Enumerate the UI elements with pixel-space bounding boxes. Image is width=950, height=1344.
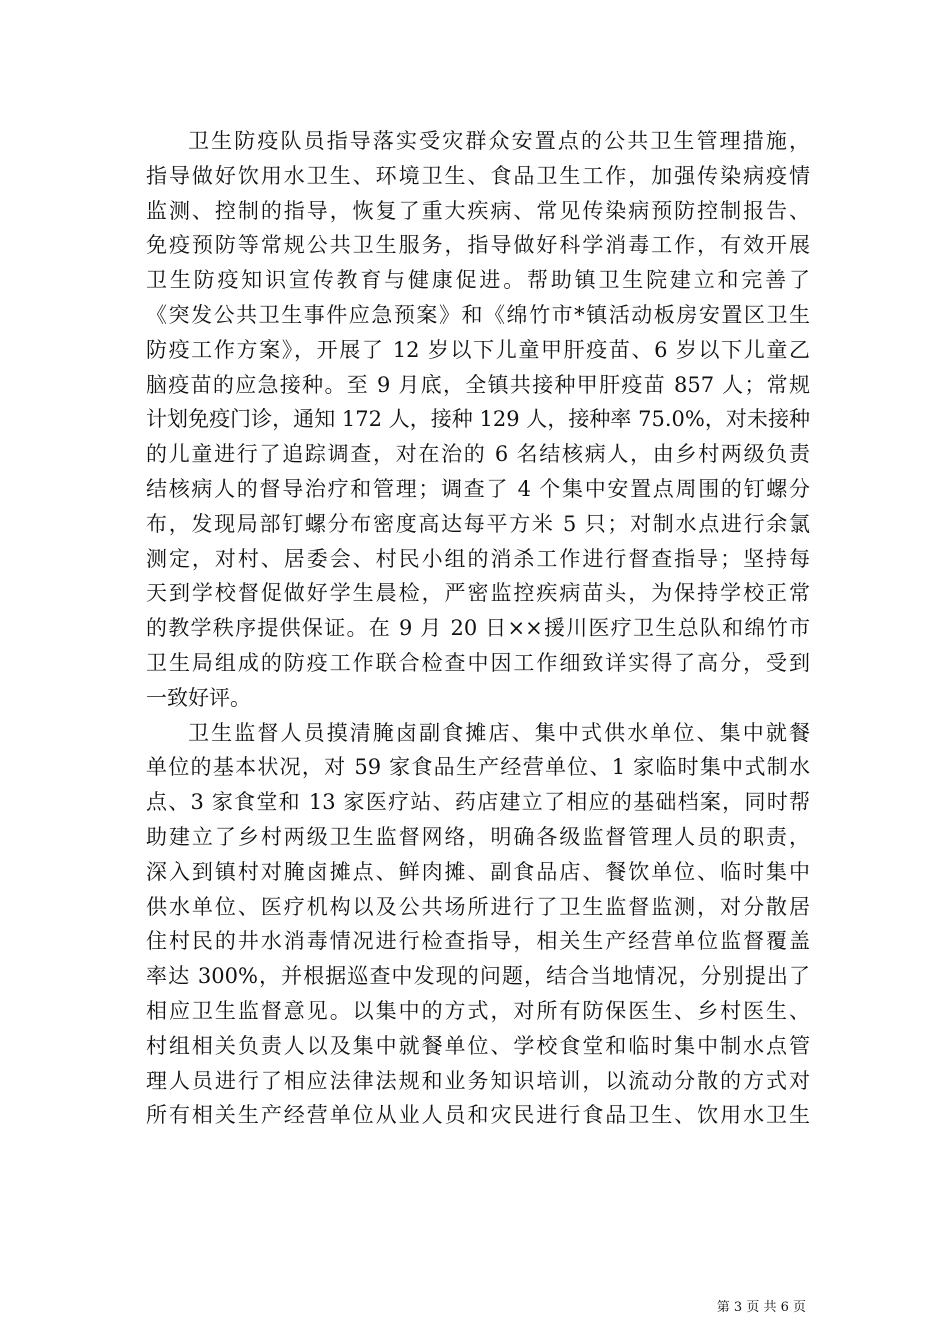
text-line: 卫生防疫队员指导落实受灾群众安置点的公共卫生管理措施， — [188, 129, 810, 153]
text-line: 结核病人的督导治疗和管理；调查了 4 个集中安置点周围的钉螺分 — [146, 476, 810, 501]
text-line: 住村民的井水消毒情况进行检查指导，相关生产经营单位监督覆盖 — [146, 929, 810, 954]
text-line: 卫生防疫知识宣传教育与健康促进。帮助镇卫生院建立和完善了 — [146, 268, 810, 293]
text-line: 监测、控制的指导，恢复了重大疾病、常见传染病预防控制报告、 — [146, 198, 810, 223]
text-line: 测定，对村、居委会、村民小组的消杀工作进行督查指导；坚持每 — [146, 546, 810, 571]
text-line: 村组相关负责人以及集中就餐单位、学校食堂和临时集中制水点管 — [146, 1033, 810, 1058]
text-line: 的儿童进行了追踪调查，对在治的 6 名结核病人，由乡村两级负责 — [146, 442, 810, 467]
text-line: 深入到镇村对腌卤摊点、鲜肉摊、副食品店、餐饮单位、临时集中 — [146, 859, 810, 884]
text-line: 相应卫生监督意见。以集中的方式，对所有防保医生、乡村医生、 — [146, 998, 810, 1023]
text-line: 所有相关生产经营单位从业人员和灾民进行食品卫生、饮用水卫生 — [146, 1103, 810, 1128]
text-line: 单位的基本状况，对 59 家食品生产经营单位、1 家临时集中式制水 — [146, 755, 810, 780]
text-line: 供水单位、医疗机构以及公共场所进行了卫生监督监测，对分散居 — [146, 894, 810, 919]
text-line: 理人员进行了相应法律法规和业务知识培训，以流动分散的方式对 — [146, 1068, 810, 1093]
text-line: 防疫工作方案》，开展了 12 岁以下儿童甲肝疫苗、6 岁以下儿童乙 — [146, 337, 810, 362]
text-line: 布，发现局部钉螺分布密度高达每平方米 5 只；对制水点进行余氯 — [146, 511, 810, 536]
paragraph-health-supervision — [146, 716, 810, 1134]
page-number: 第 3 页 共 6 页 — [716, 1300, 806, 1315]
document-body — [146, 124, 810, 1133]
text-line: 一致好评。 — [146, 685, 251, 710]
text-line: 点、3 家食堂和 13 家医疗站、药店建立了相应的基础档案，同时帮 — [146, 790, 810, 815]
text-line: 指导做好饮用水卫生、环境卫生、食品卫生工作，加强传染病疫情 — [146, 163, 810, 188]
paragraph-epidemic-prevention — [146, 124, 810, 716]
text-line: 卫生监督人员摸清腌卤副食摊店、集中式供水单位、集中就餐 — [188, 720, 810, 745]
text-line: 率达 300%，并根据巡查中发现的问题，结合当地情况，分别提出了 — [146, 964, 810, 989]
text-line: 天到学校督促做好学生晨检，严密监控疾病苗头，为保持学校正常 — [146, 581, 810, 606]
text-line: 免疫预防等常规公共卫生服务，指导做好科学消毒工作，有效开展 — [146, 233, 810, 258]
text-line: 卫生局组成的防疫工作联合检查中因工作细致详实得了高分，受到 — [146, 650, 810, 675]
text-line: 助建立了乡村两级卫生监督网络，明确各级监督管理人员的职责， — [146, 824, 810, 849]
text-line: 脑疫苗的应急接种。至 9 月底，全镇共接种甲肝疫苗 857 人；常规 — [146, 372, 810, 397]
text-line: 《突发公共卫生事件应急预案》和《绵竹市*镇活动板房安置区卫生 — [146, 302, 810, 327]
text-line: 的教学秩序提供保证。在 9 月 20 日××援川医疗卫生总队和绵竹市 — [146, 616, 810, 641]
text-line: 计划免疫门诊，通知 172 人，接种 129 人，接种率 75.0%，对未接种 — [146, 407, 810, 432]
